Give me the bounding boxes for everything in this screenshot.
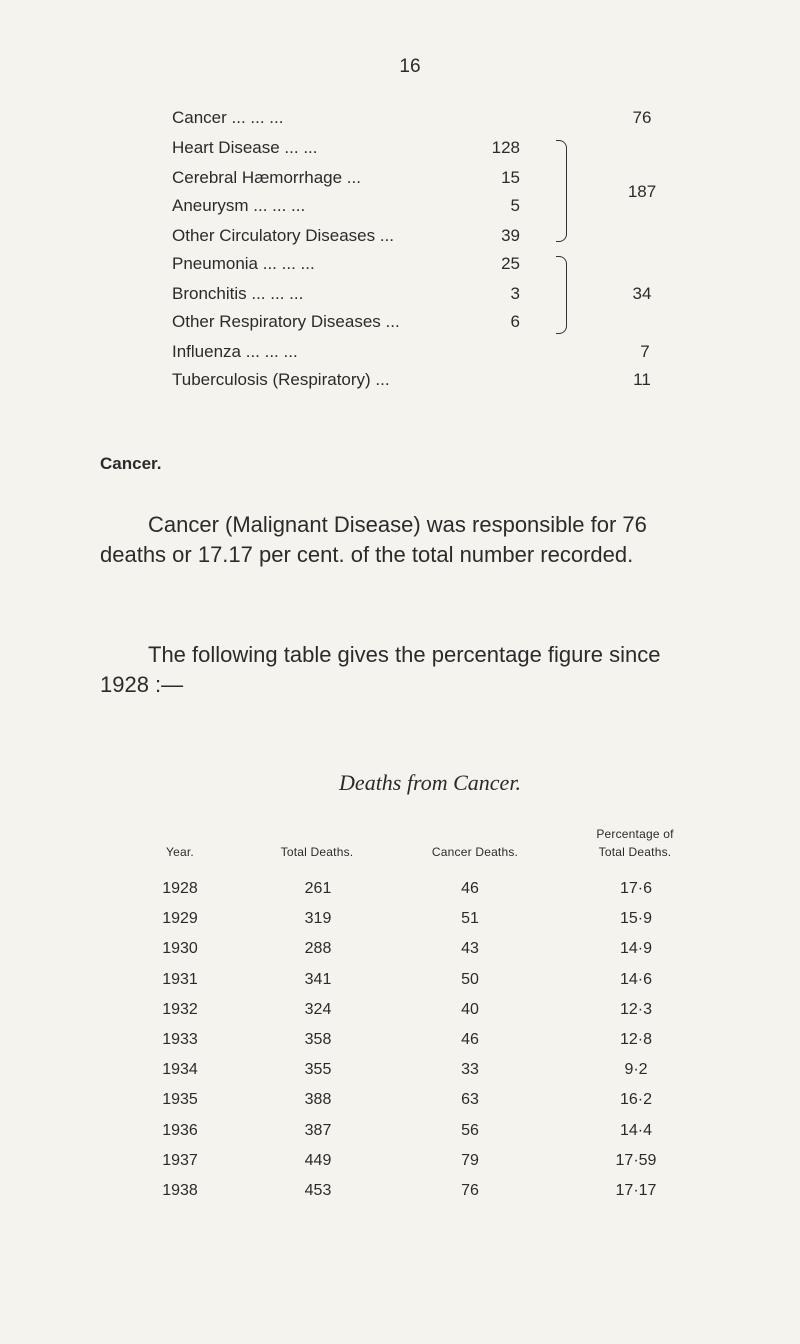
- total-tuberculosis: 11: [633, 370, 651, 389]
- cell-year: 1935: [162, 1091, 198, 1109]
- table-title: Deaths from Cancer.: [339, 770, 521, 795]
- cause-label: Other Circulatory Diseases ...: [172, 226, 395, 245]
- cause-value: 39: [501, 226, 520, 245]
- cell-total: 453: [304, 1182, 332, 1199]
- page-number: 16: [399, 56, 421, 77]
- header-cancer-deaths: Cancer Deaths.: [431, 845, 519, 859]
- cell-cancer: 76: [461, 1182, 479, 1199]
- cell-cancer: 43: [461, 940, 479, 958]
- intro-paragraph: The following table gives the percentage figure since 1928 :—: [100, 642, 661, 697]
- cell-pct: 9·2: [624, 1061, 648, 1079]
- cause-value: 25: [501, 254, 520, 273]
- cell-total: 449: [304, 1151, 332, 1169]
- circulatory-brace: [556, 140, 567, 242]
- cause-row-other-respiratory: [172, 308, 692, 336]
- header-year: Year.: [166, 845, 194, 859]
- cause-label: Tuberculosis (Respiratory) ...: [172, 370, 390, 389]
- cell-cancer: 63: [461, 1091, 479, 1109]
- cause-label: Pneumonia ... ... ...: [172, 254, 315, 273]
- cause-value: 128: [491, 138, 520, 157]
- cell-cancer: 46: [461, 880, 479, 897]
- cause-row-other-circulatory: [172, 222, 692, 250]
- cause-value: 5: [510, 196, 520, 215]
- cell-pct: 14·9: [619, 940, 653, 958]
- cell-pct: 14·6: [619, 970, 653, 988]
- cell-total: 261: [304, 880, 332, 897]
- cause-label: Bronchitis ... ... ...: [172, 284, 304, 303]
- cause-label: Other Respiratory Diseases ...: [172, 312, 400, 331]
- cell-year: 1933: [162, 1031, 198, 1048]
- section-heading: Cancer.: [100, 454, 162, 473]
- cause-row-influenza: [172, 338, 692, 366]
- total-circulatory: 187: [627, 182, 657, 201]
- total-influenza: 7: [640, 342, 650, 361]
- cell-year: 1929: [162, 910, 198, 928]
- cell-pct: 15·9: [619, 910, 653, 928]
- cause-row-pneumonia: [172, 250, 692, 278]
- cause-value: 6: [510, 312, 520, 331]
- cell-year: 1930: [162, 940, 198, 958]
- cause-label: Cerebral Hæmorrhage ...: [172, 168, 361, 187]
- cell-year: 1928: [162, 880, 198, 897]
- cause-row-heart-disease: [172, 134, 692, 162]
- cell-year: 1934: [162, 1061, 198, 1079]
- cell-cancer: 46: [461, 1031, 479, 1048]
- total-cancer: 76: [632, 108, 652, 127]
- cell-cancer: 40: [461, 1000, 479, 1018]
- cell-cancer: 33: [461, 1061, 479, 1079]
- respiratory-brace: [556, 256, 567, 334]
- cell-cancer: 50: [461, 970, 479, 988]
- cause-value: 15: [501, 168, 520, 187]
- cancer-paragraph: Cancer (Malignant Disease) was responsible for 76 deaths or 17.17 per cent. of the total number recorded.: [100, 512, 647, 567]
- cell-year: 1932: [162, 1000, 198, 1018]
- cell-total: 355: [304, 1061, 332, 1079]
- cell-total: 358: [304, 1031, 332, 1048]
- cell-year: 1937: [162, 1151, 198, 1169]
- header-percentage-line1: Percentage of: [596, 827, 674, 841]
- cell-cancer: 51: [461, 910, 479, 928]
- cell-pct: 14·4: [619, 1121, 653, 1139]
- header-total-deaths: Total Deaths.: [280, 845, 354, 859]
- cell-total: 288: [304, 940, 332, 958]
- cell-year: 1938: [162, 1182, 198, 1199]
- cell-pct: 17·17: [615, 1182, 657, 1199]
- cell-cancer: 56: [461, 1121, 479, 1139]
- cell-year: 1936: [162, 1121, 198, 1139]
- cell-pct: 16·2: [619, 1091, 653, 1109]
- cell-pct: 12·8: [619, 1031, 653, 1048]
- cause-value: 3: [510, 284, 520, 303]
- cause-label: Influenza ... ... ...: [172, 342, 298, 361]
- cell-pct: 17·6: [619, 880, 653, 897]
- cell-pct: 12·3: [619, 1000, 653, 1018]
- header-percentage-line2: Total Deaths.: [598, 845, 672, 859]
- cell-cancer: 79: [461, 1151, 479, 1169]
- cell-total: 319: [304, 910, 332, 928]
- cause-label: Cancer ... ... ...: [172, 108, 284, 127]
- cause-label: Heart Disease ... ...: [172, 138, 318, 157]
- cell-pct: 17·59: [615, 1151, 657, 1169]
- cell-total: 341: [304, 970, 332, 988]
- cell-total: 324: [304, 1000, 332, 1018]
- cell-year: 1931: [162, 970, 198, 988]
- cell-total: 388: [304, 1091, 332, 1109]
- total-respiratory: 34: [632, 284, 652, 303]
- cause-label: Aneurysm ... ... ...: [172, 196, 306, 215]
- cell-total: 387: [304, 1121, 332, 1139]
